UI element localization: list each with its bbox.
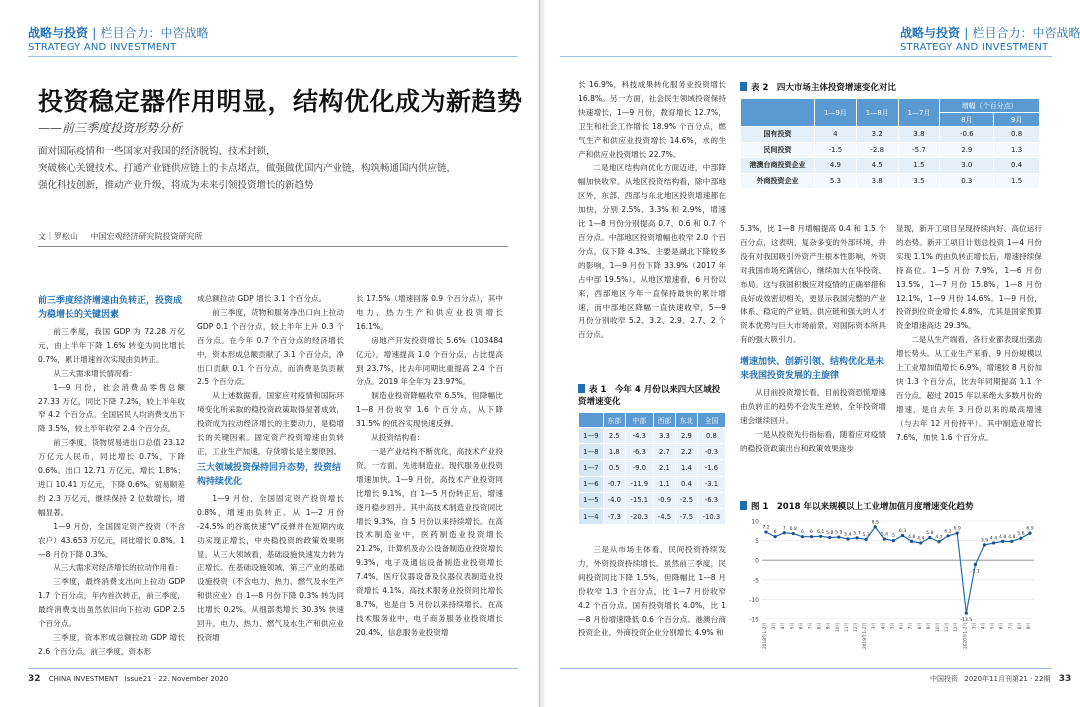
table-2-cell: 3.5 (898, 173, 940, 189)
figure-1-caption (740, 501, 1040, 513)
lead-line: 面对国际疫情和一些国家对我国的经济脱钩、技术封锁， (38, 146, 276, 157)
table-2-header: 1—8月 (856, 99, 898, 127)
table-1-row (579, 460, 726, 476)
data-label: 8.5 (871, 520, 879, 526)
right-section-title (900, 24, 1080, 41)
x-tick-label: 10月 (835, 622, 841, 632)
table-2-cell: 4 (815, 127, 857, 143)
data-point (946, 534, 949, 537)
data-label: 6.2 (944, 529, 952, 535)
author: 文｜罗松山 (38, 232, 78, 241)
table-1-cell: -6.3 (625, 444, 653, 460)
body-column-2 (197, 292, 344, 664)
table-1-row-label: 1—8 (579, 444, 604, 460)
data-point (983, 543, 986, 546)
table-2-row-label: 国有投资 (741, 127, 815, 143)
right-head-separator: | (964, 26, 969, 40)
section-heading-1: 前三季度经济增速由负转正，投资成为稳增长的关键因素 (38, 296, 183, 320)
table-1-cell: -4.5 (653, 508, 675, 524)
data-point (855, 536, 858, 539)
y-tick-label: 10 (751, 518, 759, 526)
table-1-cell: 1.4 (675, 460, 697, 476)
data-label: 4.8 (907, 534, 916, 540)
left-magazine-name: CHINA INVESTMENT (48, 675, 119, 683)
data-point (992, 541, 995, 544)
data-label: 6.3 (898, 529, 907, 535)
right-section-en: STRATEGY AND INVESTMENT (900, 42, 1049, 53)
table-2-cell: -1.5 (815, 142, 857, 158)
table-2-caption (740, 82, 1040, 94)
data-point (774, 535, 777, 538)
section-heading-2: 三大领域投资保持回升态势，投资结构持续优化 (197, 462, 342, 487)
y-tick-label: 0 (755, 557, 759, 565)
table-2-header: 1—7月 (898, 99, 940, 127)
x-tick-label: 2018年1-2月 (763, 622, 768, 650)
paragraph: 二是地区结构向优化方面迈进，中部降幅加快收窄。从地区投资结构看，除中部地区外，东部、西部与东北地区投资增速都在加快，分别 2.5%、3.3% 和 2.9%，增速比 1—8 月份分别提高 0.7、0.6 和 0.7 个百分点。中部地区投资增幅也收窄 2.0 个百分点，仅下降 4.3%。主要是湖北下降较多的影响，1—9 月份下降 33.9%（2017 年占中部 19.5%）。从地区增速看，6 月份以来，西部地区今年一直保持最快的累计增速，而中部地区降幅一直快速收窄，5—9 月份分别收窄 5.2、3.2、2.9、2.7、2 个百分点。 (578, 163, 726, 340)
x-tick-label: 11月 (945, 622, 951, 632)
table-2-cell: 0.4 (994, 158, 1040, 174)
table-1-cell: 2.9 (675, 428, 697, 444)
article-lead (38, 143, 508, 194)
table-2-header (741, 99, 815, 127)
table-1-cell: 1.1 (653, 476, 675, 492)
data-point (865, 538, 868, 541)
data-label: 6.9 (1026, 526, 1034, 532)
table-1-cell: 3.3 (653, 428, 675, 444)
body-column-3 (356, 292, 503, 664)
right-issue: 2020年11月刊第21 · 22期 (964, 675, 1051, 683)
table-1-row-label: 1—4 (579, 508, 604, 524)
x-tick-label: 7月 (908, 622, 914, 630)
table-2-row (741, 142, 1040, 158)
data-label: -1.1 (970, 569, 980, 575)
table-1-cell: -0.3 (697, 444, 725, 460)
data-label: 6.8 (789, 527, 797, 533)
left-issue: Issue21 · 22. November 2020 (124, 675, 229, 683)
table-1-cell: 0.4 (675, 476, 697, 492)
table-2-cell: 3.8 (898, 127, 940, 143)
table-1-cell: -7.5 (675, 508, 697, 524)
data-point (1019, 537, 1022, 540)
table-2-cell: 5.3 (815, 173, 857, 189)
right-foot-rule (560, 668, 1052, 669)
table-1-row-label: 1—5 (579, 492, 604, 508)
table-1-cell: -1.6 (697, 460, 725, 476)
data-label: 6 (810, 530, 813, 536)
table-1-cell: -11.9 (625, 476, 653, 492)
table-2-subheader: 9月 (994, 113, 1040, 127)
data-point (783, 531, 786, 534)
table-2-subheader: 8月 (940, 113, 994, 127)
data-point (792, 532, 795, 535)
table-2-body (741, 127, 1040, 189)
x-tick-label: 4月 (781, 622, 787, 630)
paragraph: 1—9 月份，全国固定资产投资（不含农户）43.653 万亿元，同比增长 0.8%。1—8 月份下降 0.3%。 (38, 521, 185, 559)
data-point (828, 536, 831, 539)
table-2-row (741, 173, 1040, 189)
table-1-header: 东部 (603, 413, 625, 428)
data-label: -13.5 (960, 618, 973, 624)
paragraph: 从上述数据看，国家应对疫情和国际环境变化所采取的稳投资政策取得显著成效，投资成为拉动经济增长的主要动力，是稳增长的关键因素。固定资产投资增速由负转正，工业生产加速，存货增长是主要原因。 (197, 391, 344, 456)
data-label: 7.2 (762, 525, 770, 531)
y-tick-label: -5 (753, 577, 759, 585)
paragraph: 5.3%，比 1—8 月增幅提高 0.4 和 1.5 个百分点，这表明，复杂多变的外部环境，并没有对我国吸引外资产生根本性影响，外资对我国市场充满信心，继续加大在华投资、布局。这与我国积极应对疫情的正确举措和良好成效密切相关，更显示我国完整的产业体系、稳定的产业链、供应链和强大的人才资本优势与巨大市场前景，对国际资本所具有的强大吸引力。 (740, 224, 886, 345)
x-tick-label: 9月 (1027, 622, 1032, 630)
x-tick-label: 8月 (917, 622, 923, 630)
data-label: 6 (800, 530, 804, 536)
x-tick-label: 6月 (999, 622, 1005, 630)
table-1-cell: -15.1 (625, 492, 653, 508)
article-title: 投资稳定器作用明显，结构优化成为新趋势 (38, 87, 523, 116)
paragraph: 制造业投资降幅收窄 6.5%，但降幅比 1—8 月份收窄 1.6 个百分点，从下降 31.5% 的低谷实现快速反弹。 (356, 391, 503, 429)
page-spine (536, 0, 546, 707)
data-point (937, 540, 940, 543)
x-tick-label: 7月 (1008, 622, 1014, 630)
paragraph: 1—9 月份，全国固定资产投资增长 0.8%，增速由负转正。从 1—2 月份 -24.5% 的谷底快速“V”反弹并在短期内成功实现正增长，中央稳投资的政策效果明显。从三大领域看，基础设施快速发力转为正增长。在基础设施领域，第三产业的基础设施投资（不含电力、热力、燃气及水生产和供应业）自 1—8 月份下降 0.3% 转为同比增长 0.2%。从细部类增长 30.3% 快速回升。电力、热力、燃气及水生产和供应业投资增 (197, 493, 344, 642)
table-1-header: 东北 (675, 413, 697, 428)
table-2-cell: 4.5 (856, 158, 898, 174)
table-1-row (579, 428, 726, 444)
table-1-header-row (579, 413, 726, 428)
paragraph: 一是从投资先行指标看，随着应对疫情的稳投资政策出台和政策效果逐步 (740, 429, 886, 453)
table-1-cell: -9.0 (625, 460, 653, 476)
left-head-rule (28, 56, 518, 57)
paragraph: 前三季度，货物贸易进出口总值 23.12 万亿元人民币，同比增长 0.7%，下降 0.6%。出口 12.71 万亿元，增长 1.8%；进口 10.41 万亿元，下降 0.6%。贸易顺差约 2.3 万亿元，继续保持 2 位数增长，增幅显著。 (38, 438, 185, 517)
figure-1-title: 图 1 2018 年以来规模以上工业增加值月度增速变化趋势 (751, 502, 974, 512)
table-1-body (579, 428, 726, 525)
x-tick-label: 2019年1-2月 (863, 622, 869, 650)
table-1-row (579, 476, 726, 492)
paragraph: 从投资结构看： (371, 433, 425, 443)
left-footer (28, 674, 228, 684)
data-label: 5.4 (844, 532, 852, 538)
x-tick-label: 3月 (972, 622, 978, 630)
data-point (883, 537, 886, 540)
left-page-number: 32 (28, 674, 41, 684)
caption-marker (578, 384, 585, 393)
data-point (919, 541, 922, 544)
data-point (928, 536, 931, 539)
paragraph: 从三大需求对经济增长的拉动作用看： (53, 563, 183, 573)
table-1-caption-text: 表 1 今年 4 月份以来四大区域投资增速变化 (578, 385, 721, 407)
x-tick-label: 7月 (808, 622, 814, 630)
paragraph: 1—9 月份，社会消费品零售总额 27.33 万亿，同比下降 7.2%，较上半年收窄 4.2 个百分点。全国居民人均消费支出下降 3.5%，较上半年收窄 2.4 个百分点。 (38, 382, 185, 434)
x-tick-label: 11月 (844, 622, 850, 632)
table-1-row-label: 1—9 (579, 428, 604, 444)
table-2 (740, 82, 1040, 189)
data-label: 6.1 (816, 529, 825, 535)
data-label: 5 (891, 534, 895, 540)
paragraph: 三季度，资本形成总额拉动 GDP 增长 2.6 个百分点。前三季度，资本形 (38, 632, 185, 656)
data-label: 4.4 (917, 536, 925, 542)
right-magazine-name: 中国投资 (930, 675, 958, 683)
paragraph: 从三大需求增长情况看： (53, 368, 137, 378)
data-point (810, 535, 813, 538)
left-column-name: 栏目合力：中咨战略 (100, 26, 209, 40)
table-1-row (579, 444, 726, 460)
table-2-cell: 4.9 (815, 158, 857, 174)
table-2-row-label: 民间投资 (741, 142, 815, 158)
body-column-6 (896, 222, 1042, 492)
x-tick-label: 3月 (772, 622, 778, 630)
table-1-cell: 2.7 (653, 444, 675, 460)
x-tick-label: 4月 (981, 622, 987, 630)
right-section-cn: 战略与投资 (900, 26, 961, 40)
table-1-row (579, 492, 726, 508)
table-1 (578, 384, 726, 525)
paragraph: 成总额拉动 GDP 增长 3.1 个百分点。 (197, 294, 327, 303)
table-1-cell: 0.8 (697, 428, 725, 444)
data-label: 5.3 (862, 532, 870, 538)
right-page-number: 33 (1058, 674, 1072, 684)
caption-marker (740, 82, 747, 91)
data-label: 6.9 (953, 526, 961, 532)
x-tick-label: 9月 (826, 622, 832, 630)
table-1-cell: 2.1 (653, 460, 675, 476)
left-head-separator: | (92, 26, 97, 40)
x-tick-label: 8月 (1017, 622, 1023, 630)
figure-1-chart (740, 515, 1040, 661)
table-1-cell: -6.3 (697, 492, 725, 508)
data-label: 5.4 (880, 532, 889, 538)
x-tick-label: 5月 (790, 622, 796, 630)
data-label: 4.4 (989, 536, 998, 542)
data-label: 5.7 (853, 531, 861, 537)
y-tick-label: -10 (749, 596, 759, 604)
table-2-cell: 3.2 (856, 127, 898, 143)
table-2-cell: 1.5 (994, 173, 1040, 189)
data-point (846, 537, 849, 540)
x-tick-label: 5月 (890, 622, 896, 630)
data-point (910, 540, 913, 543)
table-1-cell: -10.3 (697, 508, 725, 524)
data-point (974, 563, 977, 566)
left-section-cn: 战略与投资 (28, 26, 89, 40)
table-2-row (741, 127, 1040, 143)
table-2-cell: -2.8 (856, 142, 898, 158)
data-point (837, 535, 840, 538)
figure-1 (740, 501, 1040, 661)
table-1-row-label: 1—6 (579, 476, 604, 492)
paragraph: 三季度，最终消费支出向上拉动 GDP 1.7 个百分点，年内首次转正，前三季度，最终消费支出虽然依旧向下拉动 GDP 2.5 个百分点。 (38, 577, 185, 629)
paragraph: 前三季度，我国 GDP 为 72.28 万亿元，由上半年下降 1.6% 转变为同比增长 0.7%，累计增速首次实现由负转正。 (38, 327, 185, 364)
table-1-row-label: 1—7 (579, 460, 604, 476)
right-running-head (900, 24, 1080, 53)
table-2-row-label: 港澳台商投资企业 (741, 158, 815, 174)
table-1-header: 全国 (697, 413, 725, 428)
lead-line: 突破核心关键技术、打通产业链供应链上的卡点堵点，做强做优国内产业链，构筑畅通国内供应链， (38, 163, 457, 174)
body-column-4a (578, 78, 726, 368)
y-tick-label: 5 (755, 538, 759, 546)
paragraph: 一是产业结构不断优化，高技术产业投资。一方面，先进制造业、现代服务业投资增速加快。1—9 月份，高技术产业投资同比增长 9.1%，自 1—5 月份转正后，增速逐月稳步回升。其中高技术制造业投资同比增长 9.3%，自 5 月份以来持续增长。在高技术制造业中，医药制造业投资增长 21.2%，计算机及办公设备制造业投资增长 9.3%，电子及通信设备制造业投资增长 7.4%，医疗仪器设备及仪器仪表制造业投资增长 4.1%。高技术服务业投资同比增长 8.7%，也是自 5 月份以来持续增长。在高技术服务业中，电子商务服务业投资增长 20.4%，信息服务业投资增 (356, 446, 503, 637)
table-2-group-header: 增幅（个百分点） (940, 99, 1040, 113)
data-point (965, 612, 968, 615)
x-tick-label: 12月 (954, 622, 960, 632)
byline (38, 231, 203, 242)
table-1-cell: -0.7 (603, 476, 625, 492)
table-2-cell: 1.3 (994, 142, 1040, 158)
table-1-cell: 2.2 (675, 444, 697, 460)
table-2-grid (740, 98, 1040, 189)
body-column-1 (38, 292, 185, 664)
article-subtitle: ——前三季度投资形势分析 (38, 121, 183, 135)
table-2-cell: 0.3 (940, 173, 994, 189)
data-label: 5.8 (926, 530, 934, 536)
x-tick-label: 8月 (817, 622, 823, 630)
table-1-cell: -7.3 (603, 508, 625, 524)
data-label: 5.9 (835, 530, 843, 536)
table-2-cell: 0.8 (994, 127, 1040, 143)
table-1-cell: -3.1 (697, 476, 725, 492)
table-2-header: 1—9月 (815, 99, 857, 127)
table-1-cell: 2.5 (603, 428, 625, 444)
table-1-grid (578, 412, 726, 525)
data-label: 4.8 (1008, 534, 1016, 540)
table-1-cell: -20.3 (625, 508, 653, 524)
paragraph: 从目前投资增长看，目前投资恐慌增速由负转正的趋势不会发生逆转，全年投资增速会继续回升。 (740, 388, 886, 425)
left-section-title (28, 24, 208, 41)
byline-rule (38, 246, 508, 247)
body-column-4b (578, 543, 726, 665)
x-tick-label: 9月 (926, 622, 932, 630)
right-footer (930, 674, 1071, 684)
table-1-header (579, 413, 604, 428)
left-section-en: STRATEGY AND INVESTMENT (28, 42, 177, 53)
table-1-cell: 0.5 (603, 460, 625, 476)
table-1-header: 西部 (653, 413, 675, 428)
y-tick-label: -15 (749, 616, 759, 624)
data-point (764, 530, 767, 533)
data-point (819, 535, 822, 538)
x-tick-label: 12月 (854, 622, 860, 632)
data-label: 7 (782, 526, 786, 532)
lead-line: 强化科技创新，推动产业升级，将成为未来引领投资增长的新趋势 (38, 180, 314, 191)
table-2-caption-text: 表 2 四大市场主体投资增速变化对比 (751, 83, 896, 93)
table-2-cell: 3.0 (940, 158, 994, 174)
data-point (1010, 540, 1013, 543)
data-point (874, 525, 877, 528)
table-1-cell: -4.0 (603, 492, 625, 508)
data-point (801, 535, 804, 538)
data-point (901, 534, 904, 537)
paragraph: 三是从市场主体看，民间投资持续发力，外资投资持续增长。虽然前三季度，民间投资同比下降 1.5%，但降幅比 1—8 月份收窄 1.3 个百分点，比 1—7 月份收窄 4.2 个百分点。国有投资增长 4.0%，比 1—8 月份增速降低 0.6 个百分点。港澳台商投资企业、外商投资企业分别增长 4.9% 和 (578, 545, 726, 638)
table-2-cell: 1.5 (898, 158, 940, 174)
table-2-row-label: 外商投资企业 (741, 173, 815, 189)
table-2-header-row (741, 99, 1040, 113)
body-column-5 (740, 222, 886, 492)
x-tick-label: 2020年1-2月 (963, 622, 969, 650)
paragraph: 显现，新开工项目呈现持续向好、高位运行的态势。新开工项目计划总投资 1—4 月份实现 1.1% 的由负转正增长后，增速持续保持高位。1—5 月份 7.9%，1—6 月份 13.5%，1—7 月份 15.8%，1—8 月份 12.1%，1—9 月份 14.6%。1—9 月份，投资到位资金增长 4.8%，尤其是国家预算资金增速高达 29.3%。 (896, 224, 1042, 331)
data-point (956, 532, 959, 535)
x-tick-label: 6月 (899, 622, 905, 630)
data-label: 5.6 (1017, 531, 1025, 537)
table-2-cell: 2.9 (940, 142, 994, 158)
table-1-caption (578, 384, 726, 408)
left-foot-rule (28, 668, 518, 669)
table-1-row (579, 508, 726, 524)
x-tick-label: 10月 (935, 622, 941, 632)
data-label: 6 (773, 530, 777, 536)
table-1-cell: -0.9 (653, 492, 675, 508)
paragraph: 长 16.9%，科技成果转化服务业投资增长 16.8%。另一方面，社会民生领域投资保持快速增长，1—9 月份，教育增长 12.7%，卫生和社会工作增长 18.9% 个百分点，燃气生产和供应业投资增长 14.6%，水的生产和供应业投资增长 22.7%。 (578, 80, 726, 159)
table-2-row (741, 158, 1040, 174)
data-label: 3.9 (980, 538, 989, 544)
data-point (1028, 532, 1031, 535)
data-point (1001, 540, 1004, 543)
paragraph: 前三季度，货物和服务净出口向上拉动 GDP 0.1 个百分点，较上半年上升 0.3 个百分点。在今年 0.7 个百分点的经济增长中，资本形成总额贡献了 3.1 个百分点，净出口贡献 0.1 个百分点，而消费是负贡献 2.5 个百分点。 (197, 307, 344, 387)
table-1-cell: 1.8 (603, 444, 625, 460)
right-column-name: 栏目合力：中咨战略 (972, 26, 1080, 40)
section-heading-3: 增速加快、创新引领、结构优化是未来我国投资发展的主旋律 (740, 357, 885, 382)
paragraph: 二是从生产端看，各行业都表现出强劲增长势头。从工业生产来看，9 月份规模以上工业增加值增长 6.9%，增速较 8 月份加快 1.3 个百分点，比去年同期提高 1.1 个百分点。超过 2015 年以来绝大多数月份的增速，是自去年 3 月份以来的最高增速（与去年 12 月份持平）。其中制造业增长 7.6%，加快 1.6 个百分点。 (896, 335, 1042, 442)
x-tick-label: 6月 (799, 622, 805, 630)
data-label: 4.7 (935, 535, 943, 541)
paragraph: 长 17.5%（增速回落 0.9 个百分点），其中电力、热力生产和供应业投资增长 16.1%。 (356, 294, 503, 331)
data-label: 5.8 (826, 530, 834, 536)
table-1-cell: -2.5 (675, 492, 697, 508)
x-tick-label: 3月 (872, 622, 878, 630)
x-tick-label: 4月 (881, 622, 887, 630)
x-tick-label: 5月 (990, 622, 996, 630)
left-running-head (28, 24, 208, 53)
data-label: 4.8 (999, 534, 1007, 540)
caption-marker (740, 501, 747, 510)
table-2-cell: 3.8 (856, 173, 898, 189)
table-1-cell: -4.3 (625, 428, 653, 444)
table-2-cell: -0.6 (940, 127, 994, 143)
table-2-cell: -5.7 (898, 142, 940, 158)
data-point (892, 539, 895, 542)
author-affiliation: 中国宏观经济研究院投资研究所 (90, 232, 203, 241)
paragraph: 房地产开发投资增长 5.6%（103484 亿元），增速提高 1.0 个百分点，占比提高到 23.7%，比去年同期比重提高 2.4 个百分点。2019 年全年为 23.97%。 (356, 335, 503, 387)
right-head-rule (560, 56, 1052, 57)
table-1-header: 中部 (625, 413, 653, 428)
